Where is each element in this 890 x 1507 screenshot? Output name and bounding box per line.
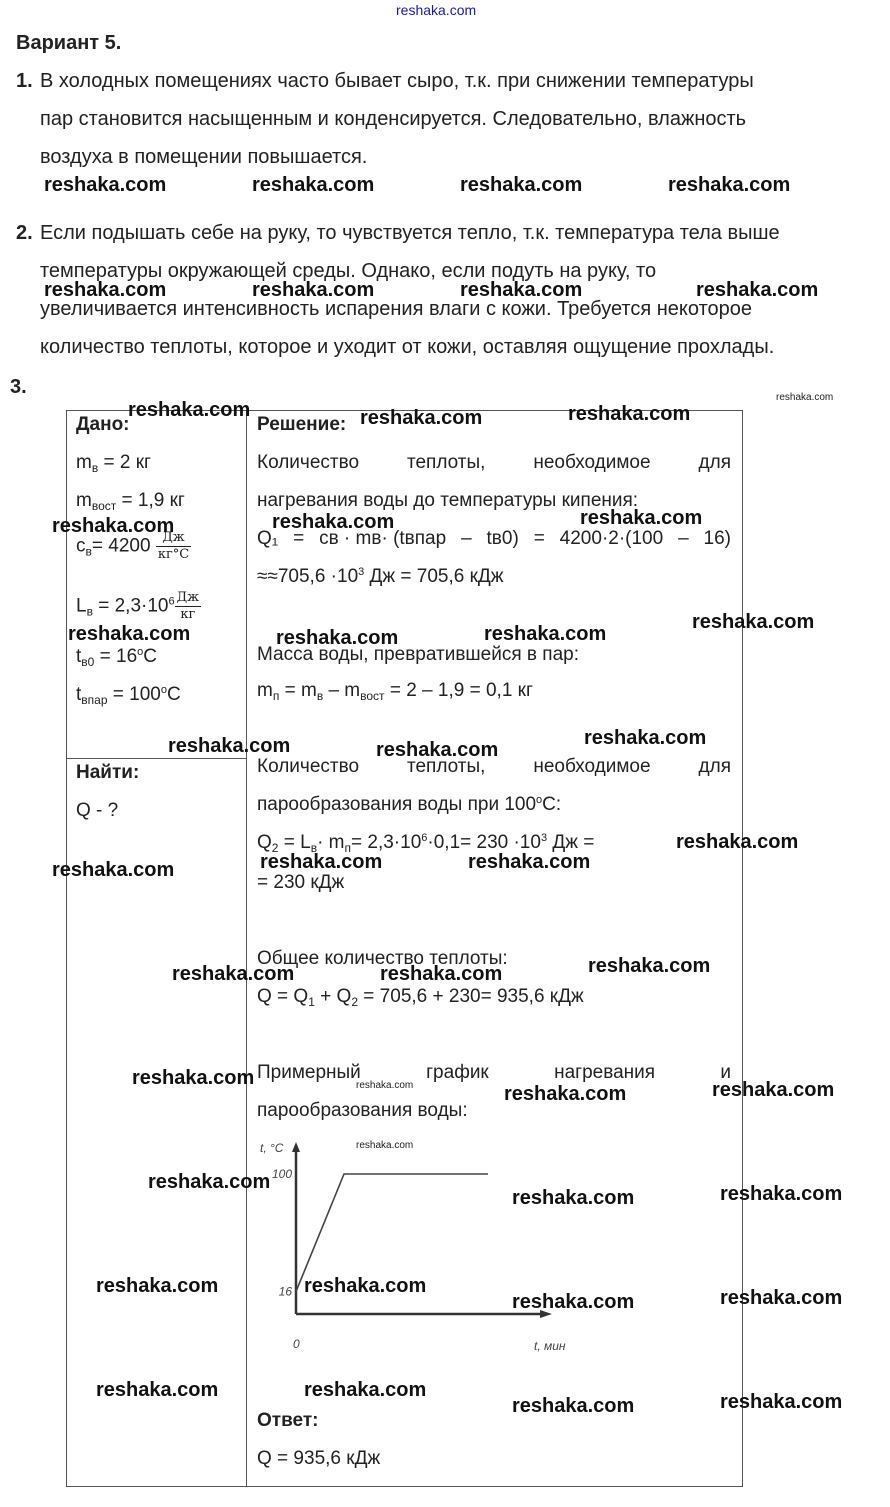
given-mass-remaining: $m_{вост} = 1,9$ кг xyxy=(76,490,185,513)
y-tick-label: 16 xyxy=(278,1284,292,1299)
y-tick-label: 100 xyxy=(271,1167,292,1181)
item-1-text xyxy=(40,62,832,176)
item-2-line: увеличивается интенсивность испарения влаги с кожи. Требуется некоторое xyxy=(40,298,753,320)
watermark: reshaka.com xyxy=(360,407,483,429)
heating-chart xyxy=(250,1130,590,1360)
item-2-line: температуры окружающей среды. Однако, если подуть на руку, то xyxy=(40,260,657,282)
watermark: reshaka.com xyxy=(460,174,583,196)
watermark: reshaka.com xyxy=(712,1079,835,1101)
watermark: reshaka.com xyxy=(504,1083,627,1105)
given-mass-water: $m_в = 2$ кг xyxy=(76,452,151,475)
watermark: reshaka.com xyxy=(512,1187,635,1209)
watermark: reshaka.com xyxy=(692,611,815,633)
solution-p5-line1: Примерный график нагревания и xyxy=(257,1062,731,1083)
watermark: reshaka.com xyxy=(172,963,295,985)
watermark: reshaka.com xyxy=(696,279,819,301)
site-url[interactable]: reshaka.com xyxy=(396,2,477,18)
watermark: reshaka.com xyxy=(720,1391,843,1413)
given-boil-temp: $t_{впар} = 100^oC$ xyxy=(76,684,181,707)
item-2-line: Если подышать себе на руку, то чувствуется тепло, т.к. температура тела выше xyxy=(40,222,780,244)
q2-result: = 230 кДж xyxy=(257,872,345,893)
watermark: reshaka.com xyxy=(376,739,499,761)
watermark-small: reshaka.com xyxy=(356,1080,414,1091)
watermark-small: reshaka.com xyxy=(356,1140,414,1151)
watermark: reshaka.com xyxy=(128,399,251,421)
watermark: reshaka.com xyxy=(132,1067,255,1089)
solution-p2: Масса воды, превратившейся в пар: xyxy=(257,644,579,665)
watermark: reshaka.com xyxy=(676,831,799,853)
watermark: reshaka.com xyxy=(580,507,703,529)
find-value: Q - ? xyxy=(76,800,119,821)
solution-p1-line2: нагревания воды до температуры кипения: xyxy=(257,490,639,511)
watermark: reshaka.com xyxy=(44,279,167,301)
x-axis-label: t, мин xyxy=(534,1339,566,1353)
solution-p4: Общее количество теплоты: xyxy=(257,948,508,969)
given-find-divider xyxy=(66,758,246,759)
watermark: reshaka.com xyxy=(96,1275,219,1297)
find-title: Найти: xyxy=(76,762,140,783)
watermark: reshaka.com xyxy=(52,859,175,881)
item-number-1: 1. xyxy=(16,70,33,92)
watermark: reshaka.com xyxy=(304,1379,427,1401)
q1-formula: Q₁ = cв · mв· (tвпар – tв0) = 4200·2·(100 – 16) xyxy=(257,528,731,549)
given-latent-heat: $L_в = 2,3\cdot 10^6$ $\frac{Дж}{кг}$ xyxy=(76,590,200,622)
item-1-line: В холодных помещениях часто бывает сыро, т.к. при снижении температуры xyxy=(40,70,754,92)
item-number-3: 3. xyxy=(10,376,27,398)
watermark: reshaka.com xyxy=(44,174,167,196)
watermark: reshaka.com xyxy=(252,279,375,301)
total-heat-formula: $Q = Q_1 + Q_2 = 705,6 + 230= 935,6$ кДж xyxy=(257,986,584,1009)
answer-title: Ответ: xyxy=(257,1410,319,1431)
watermark: reshaka.com xyxy=(512,1291,635,1313)
answer-value: Q = 935,6 кДж xyxy=(257,1448,381,1469)
solution-p1-line1: Количество теплоты, необходимое для xyxy=(257,452,731,473)
given-initial-temp: $t_{в0} = 16^oC$ xyxy=(76,646,157,669)
item-1-line: воздуха в помещении повышается. xyxy=(40,146,368,168)
watermark: reshaka.com xyxy=(252,174,375,196)
watermark: reshaka.com xyxy=(512,1395,635,1417)
watermark: reshaka.com xyxy=(148,1171,271,1193)
heating-curve xyxy=(296,1174,488,1292)
given-specific-heat: $c_в= 4200$ $\frac{Дж}{кг^\circ C}$ xyxy=(76,530,190,562)
y-axis-arrow xyxy=(292,1142,300,1152)
watermark: reshaka.com xyxy=(588,955,711,977)
variant-title: Вариант 5. xyxy=(16,32,122,54)
watermark-small: reshaka.com xyxy=(776,392,834,403)
watermark: reshaka.com xyxy=(168,735,291,757)
watermark: reshaka.com xyxy=(380,963,503,985)
watermark: reshaka.com xyxy=(68,623,191,645)
watermark: reshaka.com xyxy=(276,627,399,649)
solution-p5-line2: парообразования воды: xyxy=(257,1100,468,1121)
solution-p3-line2: парообразования воды при 100$^o$C: xyxy=(257,794,562,815)
q1-result: $\approx\approx 705,6 \cdot 10^3$ Дж = 705,6 кДж xyxy=(257,566,504,587)
item-number-2: 2. xyxy=(16,222,33,244)
watermark: reshaka.com xyxy=(584,727,707,749)
watermark: reshaka.com xyxy=(484,623,607,645)
watermark: reshaka.com xyxy=(52,515,175,537)
watermark: reshaka.com xyxy=(460,279,583,301)
item-1-line: пар становится насыщенным и конденсируется. Следовательно, влажность xyxy=(40,108,747,130)
watermark: reshaka.com xyxy=(720,1287,843,1309)
y-axis-label: t, °C xyxy=(260,1141,284,1155)
watermark: reshaka.com xyxy=(260,851,383,873)
watermark: reshaka.com xyxy=(568,403,691,425)
column-divider xyxy=(246,410,247,1486)
watermark: reshaka.com xyxy=(468,851,591,873)
watermark: reshaka.com xyxy=(272,511,395,533)
steam-mass-formula: $m_п = m_в - m_{вост} = 2 - 1,9 = 0,1$ кг xyxy=(257,680,533,703)
watermark: reshaka.com xyxy=(96,1379,219,1401)
watermark: reshaka.com xyxy=(304,1275,427,1297)
watermark: reshaka.com xyxy=(668,174,791,196)
q2-formula: $Q_2 = L_в\cdot m_п= 2,3\cdot 10^6\cdot 0,1= 230 \cdot 10^3$ Дж = xyxy=(257,832,595,855)
solution-p3-line1: Количество теплоты, необходимое для xyxy=(257,756,731,777)
watermark: reshaka.com xyxy=(720,1183,843,1205)
origin-label: 0 xyxy=(293,1337,300,1351)
solution-title: Решение: xyxy=(257,414,347,435)
given-title: Дано: xyxy=(76,414,130,435)
item-2-line: количество теплоты, которое и уходит от кожи, оставляя ощущение прохлады. xyxy=(40,336,775,358)
